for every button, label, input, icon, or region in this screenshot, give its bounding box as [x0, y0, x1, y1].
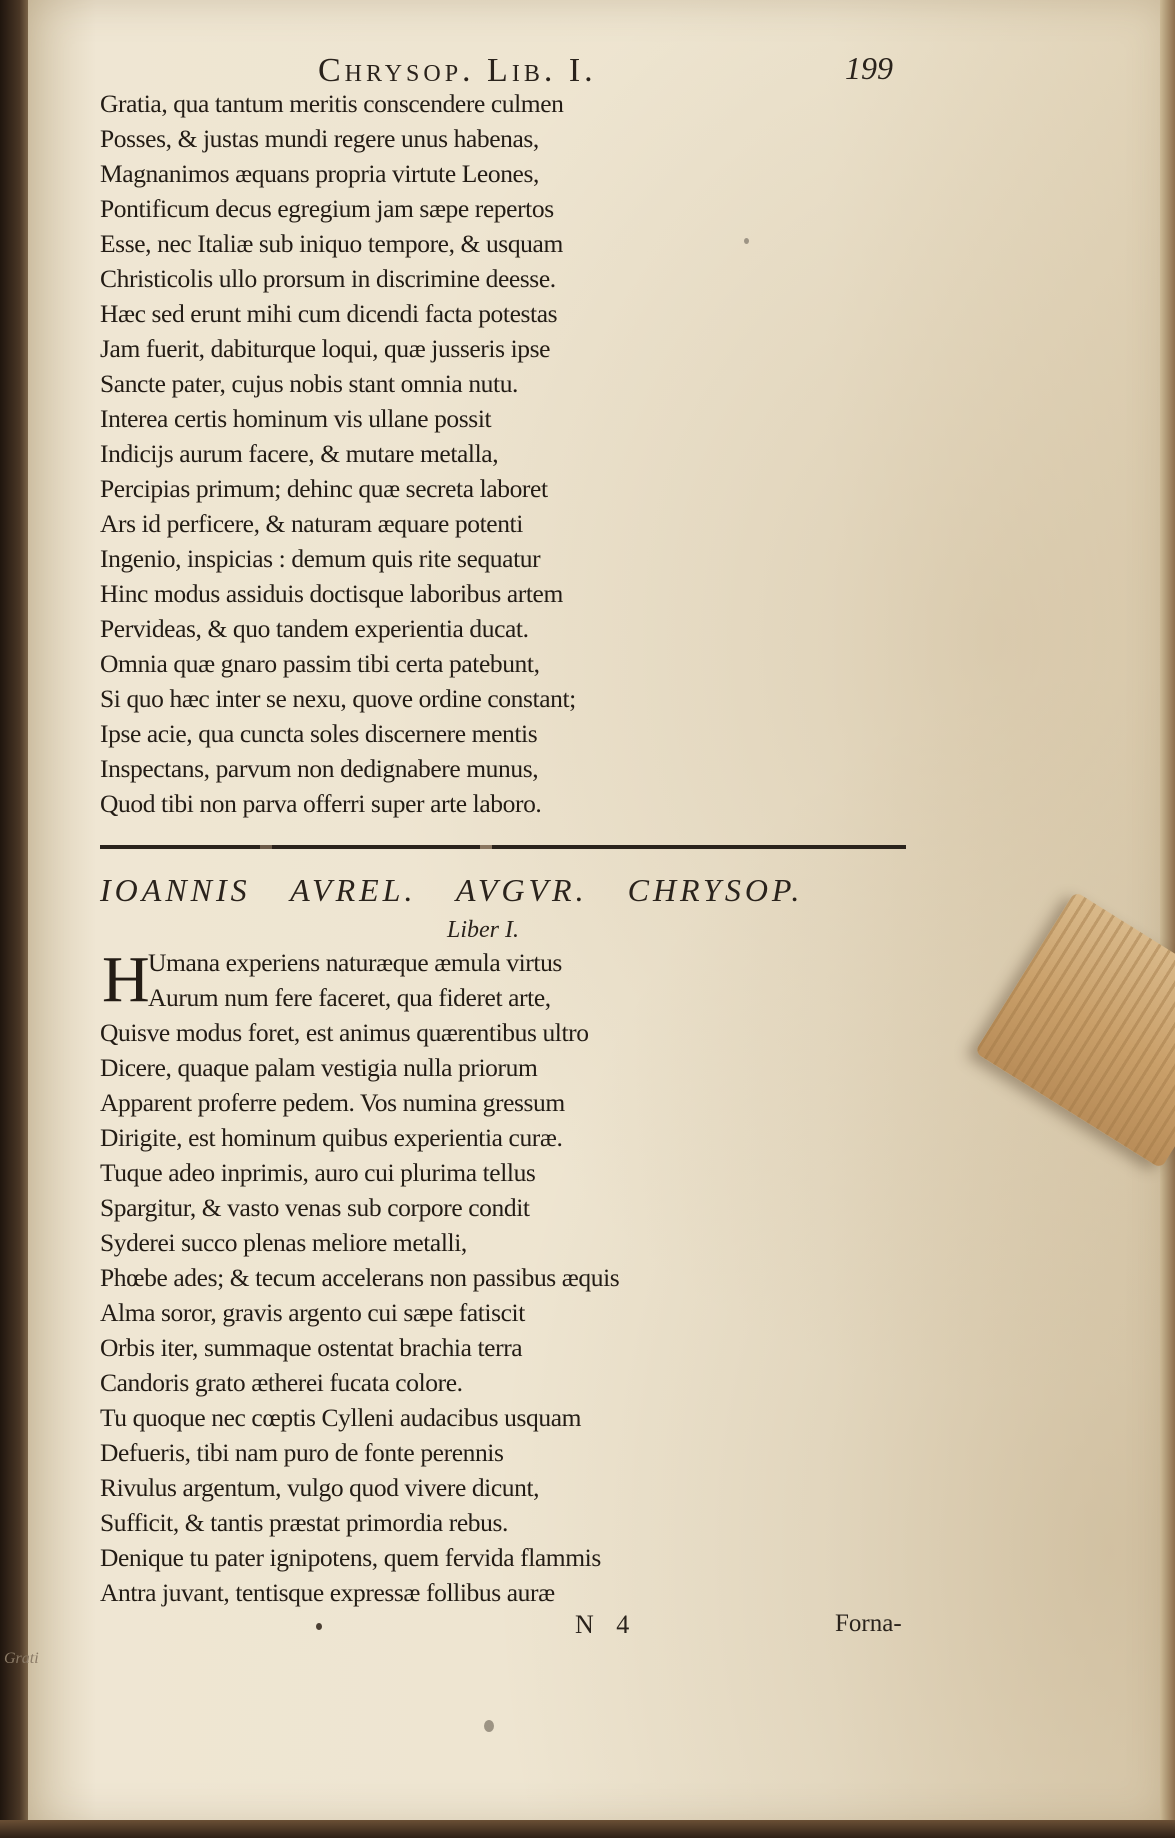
- verse-line: Quod tibi non parva offerri super arte laboro.: [100, 789, 542, 818]
- verse-line: Pontificum decus egregium jam sæpe repertos: [100, 194, 554, 223]
- verse-line: Hæc sed erunt mihi cum dicendi facta potestas: [100, 299, 558, 328]
- verse-line: Defueris, tibi nam puro de fonte perennis: [100, 1438, 504, 1467]
- verse-line: Dicere, quaque palam vestigia nulla priorum: [100, 1053, 538, 1082]
- verse-line: Tuque adeo inprimis, auro cui plurima tellus: [100, 1158, 536, 1187]
- bleed-through-text: Grati: [4, 1650, 39, 1667]
- verse-block-top: [100, 86, 576, 821]
- verse-line: Pervideas, & quo tandem experientia ducat.: [100, 614, 529, 643]
- paper-speck: [484, 1720, 494, 1732]
- verse-line: Christicolis ullo prorsum in discrimine deesse.: [100, 264, 556, 293]
- verse-line: Aurum num fere faceret, qua fideret arte,: [148, 983, 551, 1012]
- verse-line: Apparent proferre pedem. Vos numina gressum: [100, 1088, 565, 1117]
- page-number: 199: [845, 50, 893, 86]
- verse-line: Quisve modus foret, est animus quærentibus ultro: [100, 1018, 589, 1047]
- book-subtitle: Liber I.: [447, 917, 519, 943]
- catchword: Forna-: [835, 1610, 902, 1637]
- verse-line: Sufficit, & tantis præstat primordia rebus.: [100, 1508, 508, 1537]
- verse-block-bottom: [100, 945, 619, 1610]
- verse-line: Spargitur, & vasto venas sub corpore condit: [100, 1193, 530, 1222]
- verse-line: Posses, & justas mundi regere unus habenas,: [100, 124, 539, 153]
- verse-line: Ipse acie, qua cuncta soles discernere mentis: [100, 719, 538, 748]
- verse-line: Interea certis hominum vis ullane possit: [100, 404, 492, 433]
- verse-line: Indicijs aurum facere, & mutare metalla,: [100, 439, 499, 468]
- verse-line: Inspectans, parvum non dedignabere munus,: [100, 754, 539, 783]
- verse-line: Esse, nec Italiæ sub iniquo tempore, & usquam: [100, 229, 563, 258]
- paper-speck: [744, 238, 749, 244]
- page-edge: [1160, 0, 1175, 1838]
- verse-line: Denique tu pater ignipotens, quem fervida flammis: [100, 1543, 601, 1572]
- verse-line: Syderei succo plenas meliore metalli,: [100, 1228, 467, 1257]
- paper-speck: [316, 1623, 322, 1630]
- verse-line: Ingenio, inspicias : demum quis rite sequatur: [100, 544, 541, 573]
- verse-line: Alma soror, gravis argento cui sæpe fatiscit: [100, 1298, 525, 1327]
- verse-line: Magnanimos æquans propria virtute Leones,: [100, 159, 539, 188]
- verse-line: Ars id perficere, & naturam æquare potenti: [100, 509, 523, 538]
- verse-line: Sancte pater, cujus nobis stant omnia nutu.: [100, 369, 519, 398]
- verse-line: Phœbe ades; & tecum accelerans non passibus æquis: [100, 1263, 620, 1292]
- verse-line: Antra juvant, tentisque expressæ follibus auræ: [100, 1578, 555, 1607]
- drop-cap: H: [102, 943, 150, 1016]
- verse-line: Umana experiens naturæque æmula virtus: [148, 948, 562, 977]
- verse-line: Rivulus argentum, vulgo quod vivere dicunt,: [100, 1473, 540, 1502]
- verse-line: Omnia quæ gnaro passim tibi certa patebunt,: [100, 649, 540, 678]
- verse-line: Dirigite, est hominum quibus experientia curæ.: [100, 1123, 563, 1152]
- verse-line: Jam fuerit, dabiturque loqui, quæ jusseris ipse: [100, 334, 551, 363]
- verse-line: Si quo hæc inter se nexu, quove ordine constant;: [100, 684, 576, 713]
- running-head: Chrysop. Lib. I.: [318, 52, 597, 89]
- verse-line: Orbis iter, summaque ostentat brachia terra: [100, 1333, 523, 1362]
- verse-line: Tu quoque nec cœptis Cylleni audacibus usquam: [100, 1403, 582, 1432]
- book-gutter: [0, 0, 28, 1838]
- verse-line: Candoris grato ætherei fucata colore.: [100, 1368, 463, 1397]
- book-title: IOANNIS AVREL. AVGVR. CHRYSOP.: [100, 872, 804, 908]
- verse-line: Percipias primum; dehinc quæ secreta laboret: [100, 474, 548, 503]
- signature-mark: N 4: [575, 1610, 638, 1639]
- verse-line: Hinc modus assiduis doctisque laboribus artem: [100, 579, 563, 608]
- page-bottom-edge: [0, 1820, 1175, 1838]
- section-rule: [100, 845, 906, 849]
- verse-line: Gratia, qua tantum meritis conscendere culmen: [100, 89, 564, 118]
